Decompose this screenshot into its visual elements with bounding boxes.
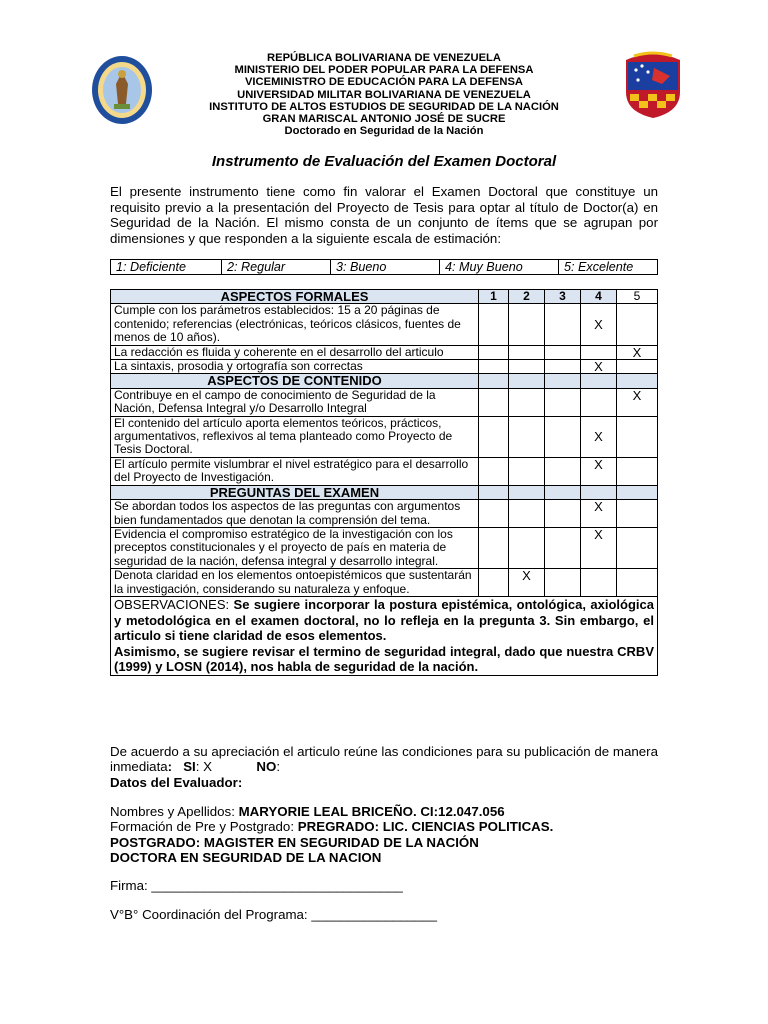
table-row — [111, 457, 658, 485]
observations-text: Asimismo, se sugiere revisar el termino de seguridad integral, dado que nuestra CRBV (1999) y LOSN (2014), nos habla de seguridad de la nación. — [114, 643, 654, 675]
university-seal-logo — [90, 54, 154, 126]
rating-mark: X — [581, 416, 617, 457]
decision-colon: : — [167, 759, 173, 775]
name-value: MARYORIE LEAL BRICEÑO. CI:12.047.056 — [238, 804, 505, 819]
table-row — [111, 527, 658, 568]
approval-line: V°B° Coordinación del Programa: _________________ — [110, 907, 438, 922]
si-value: : X — [195, 759, 213, 775]
rating-mark: X — [617, 345, 658, 359]
section-header-row — [111, 485, 658, 499]
header-line: Doctorado en Seguridad de la Nación — [284, 125, 484, 138]
postgrado-line: DOCTORA EN SEGURIDAD DE LA NACION — [110, 850, 382, 866]
name-label: Nombres y Apellidos: — [110, 804, 239, 819]
section-header-row — [111, 290, 658, 304]
no-label: NO — [256, 759, 277, 775]
table-row — [111, 416, 658, 457]
no-value: : — [276, 759, 281, 775]
rating-scale-table — [110, 259, 658, 275]
column-header: 1 — [479, 290, 509, 304]
header-line: MINISTERIO DEL PODER POPULAR PARA LA DEFENSA — [234, 64, 534, 77]
rating-mark: X — [581, 527, 617, 568]
item-text: Contribuye en el campo de conocimiento de Seguridad de la Nación, Defensa Integral y/o Desarrollo Integral — [111, 388, 479, 416]
scale-item: 5: Excelente — [559, 260, 658, 275]
column-header: 5 — [617, 290, 658, 304]
rating-mark: X — [617, 388, 658, 416]
rating-mark: X — [581, 304, 617, 345]
signature-line: Firma: __________________________________ — [110, 878, 403, 893]
column-header: 2 — [509, 290, 545, 304]
column-header: 4 — [581, 290, 617, 304]
item-text: El contenido del artículo aporta elementos teóricos, prácticos, argumentativos, reflexivos al tema planteado como Proyecto de Tesis Doctoral. — [111, 416, 479, 457]
table-row — [111, 345, 658, 359]
header-line: UNIVERSIDAD MILITAR BOLIVARIANA DE VENEZUELA — [237, 88, 531, 101]
institution-header — [160, 52, 608, 137]
section-header-row — [111, 374, 658, 388]
table-row — [111, 388, 658, 416]
section-title: PREGUNTAS DEL EXAMEN — [111, 485, 479, 499]
header-line: INSTITUTO DE ALTOS ESTUDIOS DE SEGURIDAD DE LA NACIÓN — [209, 100, 559, 113]
section-title: ASPECTOS FORMALES — [111, 290, 479, 304]
item-text: Cumple con los parámetros establecidos: 15 a 20 páginas de contenido; referencias (electrónicas, teóricos clásicos, fuentes de menos de 10 años). — [111, 304, 479, 345]
observations-row — [111, 596, 658, 675]
decision-text: De acuerdo a su apreciación el articulo reúne las condiciones para su publicación de manera inmediata — [110, 744, 658, 775]
observations-cell — [111, 596, 658, 675]
institute-shield-logo — [622, 50, 684, 120]
publication-decision — [110, 744, 658, 775]
evaluator-heading: Datos del Evaluador: — [110, 775, 243, 790]
evaluation-table — [110, 289, 658, 676]
header-line: REPÚBLICA BOLIVARIANA DE VENEZUELA — [267, 52, 501, 64]
column-header: 3 — [545, 290, 581, 304]
table-row — [111, 500, 658, 528]
si-label: SI — [183, 759, 196, 775]
evaluator-details — [110, 804, 658, 866]
rating-mark: X — [581, 360, 617, 374]
item-text: Evidencia el compromiso estratégico de la investigación con los preceptos constitucionales y el proyecto de país en materia de seguridad de la nación, defensa integral y desarrollo integral. — [111, 527, 479, 568]
scale-item: 3: Bueno — [331, 260, 440, 275]
scale-item: 2: Regular — [222, 260, 331, 275]
item-text: Se abordan todos los aspectos de las preguntas con argumentos bien fundamentados que denotan la comprensión del tema. — [111, 500, 479, 528]
item-text: Denota claridad en los elementos ontoepistémicos que sustentarán la investigación, considerando su naturaleza y enfoque. — [111, 569, 479, 597]
header-line: VICEMINISTRO DE EDUCACIÓN PARA LA DEFENSA — [244, 76, 524, 89]
scale-item: 1: Deficiente — [111, 260, 222, 275]
table-row — [111, 569, 658, 597]
training-value: PREGRADO: LIC. CIENCIAS POLITICAS. — [297, 819, 554, 835]
training-label: Formación de Pre y Postgrado: — [110, 819, 298, 835]
intro-paragraph: El presente instrumento tiene como fin valorar el Examen Doctoral que constituye un requisito previo a la presentación del Proyecto de Tesis para optar al título de Doctor(a) en Seguridad de la Nación. El mismo consta de un conjunto de ítems que se agrupan por dimensiones y que responden a la siguiente escala de estimación: — [110, 184, 658, 246]
item-text: La sintaxis, prosodia y ortografía son correctas — [111, 360, 479, 374]
table-row — [111, 304, 658, 345]
scale-item: 4: Muy Bueno — [440, 260, 559, 275]
observations-label: OBSERVACIONES: — [114, 596, 230, 612]
postgrado-line: POSTGRADO: MAGISTER EN SEGURIDAD DE LA NACIÓN — [110, 834, 479, 850]
rating-mark: X — [509, 569, 545, 597]
document-title: Instrumento de Evaluación del Examen Doctoral — [211, 153, 557, 170]
section-title: ASPECTOS DE CONTENIDO — [111, 374, 479, 388]
item-text: El artículo permite vislumbrar el nivel estratégico para el desarrollo del Proyecto de Investigación. — [111, 457, 479, 485]
rating-mark: X — [581, 500, 617, 528]
observations-text: Se sugiere incorporar la postura epistémica, ontológica, axiológica y metodológica en el examen doctoral, no lo refleja en la pregunta 3. Sin embargo, el articulo si tiene claridad de esos elementos. — [114, 596, 654, 644]
rating-mark: X — [581, 457, 617, 485]
table-row — [111, 360, 658, 374]
item-text: La redacción es fluida y coherente en el desarrollo del articulo — [111, 345, 479, 359]
header-line: GRAN MARISCAL ANTONIO JOSÉ DE SUCRE — [262, 113, 506, 126]
